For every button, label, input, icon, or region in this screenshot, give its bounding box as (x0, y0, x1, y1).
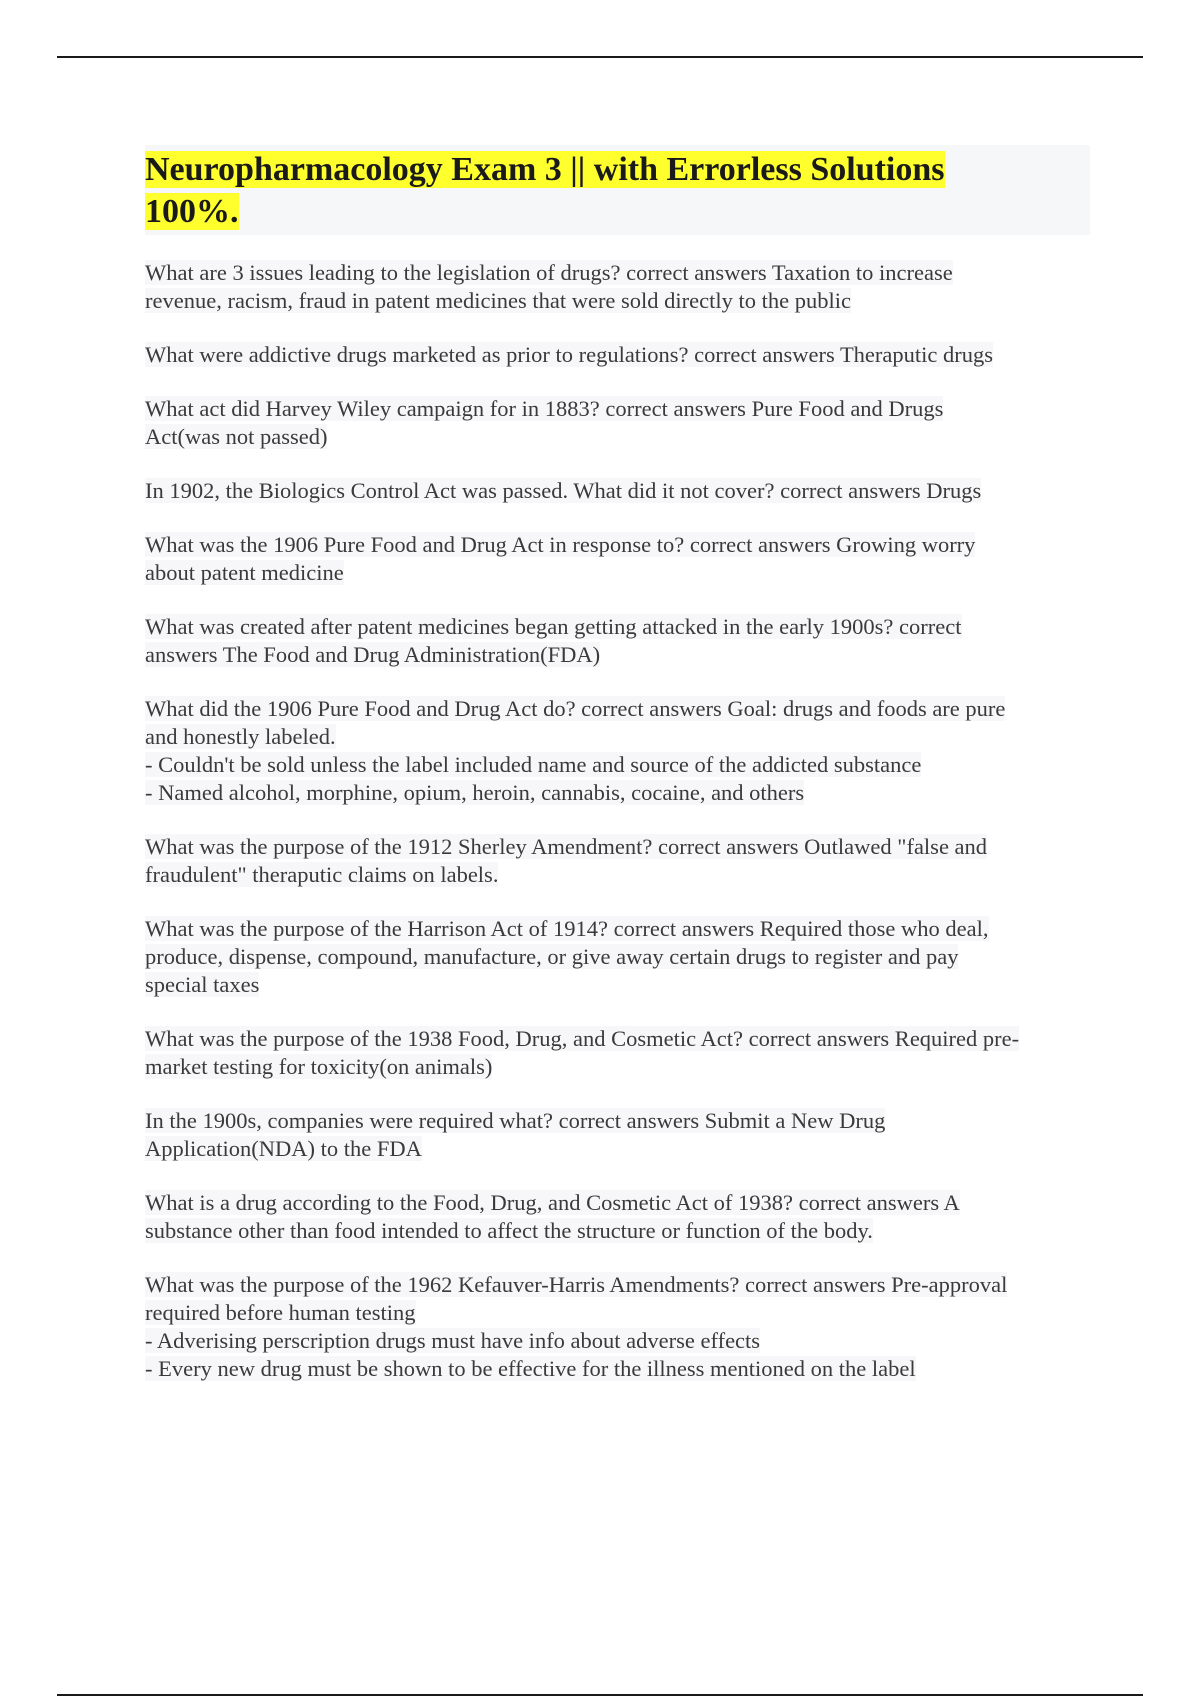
qa-item (145, 1025, 1090, 1081)
qa-text: - Every new drug must be shown to be effective for the illness mentioned on the label (145, 1356, 916, 1381)
qa-text: What is a drug according to the Food, Drug, and Cosmetic Act of 1938? correct answers A (145, 1190, 960, 1215)
qa-text: What was the 1906 Pure Food and Drug Act in response to? correct answers Growing worry (145, 532, 976, 557)
qa-text: revenue, racism, fraud in patent medicines that were sold directly to the public (145, 288, 852, 313)
qa-text: Application(NDA) to the FDA (145, 1136, 422, 1161)
qa-item (145, 1271, 1090, 1383)
qa-text: fraudulent" theraputic claims on labels. (145, 862, 499, 887)
qa-line (145, 751, 1090, 779)
title-block (145, 145, 1090, 235)
qa-line (145, 1355, 1090, 1383)
qa-line (145, 1299, 1090, 1327)
qa-item (145, 259, 1090, 315)
qa-text: market testing for toxicity(on animals) (145, 1054, 493, 1079)
qa-text: special taxes (145, 972, 260, 997)
qa-item (145, 341, 1090, 369)
qa-text: In the 1900s, companies were required what? correct answers Submit a New Drug (145, 1108, 886, 1133)
qa-line (145, 423, 1090, 451)
qa-list (145, 259, 1090, 1383)
qa-item (145, 695, 1090, 807)
document-title-text: Neuropharmacology Exam 3 || with Errorless Solutions 100%. (145, 151, 945, 230)
qa-text: substance other than food intended to affect the structure or function of the body. (145, 1218, 873, 1243)
qa-line (145, 1025, 1090, 1053)
qa-line (145, 259, 1090, 287)
qa-text: What was created after patent medicines began getting attacked in the early 1900s? correct (145, 614, 962, 639)
document-title (145, 149, 1005, 233)
qa-item (145, 1107, 1090, 1163)
qa-line (145, 861, 1090, 889)
qa-line (145, 1135, 1090, 1163)
document-body (145, 145, 1090, 1409)
qa-text: answers The Food and Drug Administration(FDA) (145, 642, 601, 667)
qa-line (145, 971, 1090, 999)
qa-line (145, 723, 1090, 751)
bottom-rule (57, 1694, 1143, 1696)
qa-item (145, 915, 1090, 999)
qa-line (145, 833, 1090, 861)
qa-item (145, 395, 1090, 451)
qa-text: - Adverising perscription drugs must have info about adverse effects (145, 1328, 761, 1353)
qa-line (145, 1217, 1090, 1245)
qa-line (145, 477, 1090, 505)
qa-item (145, 477, 1090, 505)
qa-item (145, 1189, 1090, 1245)
qa-text: What was the purpose of the 1938 Food, Drug, and Cosmetic Act? correct answers Required pre- (145, 1026, 1020, 1051)
qa-item (145, 531, 1090, 587)
qa-line (145, 943, 1090, 971)
qa-item (145, 613, 1090, 669)
qa-line (145, 1189, 1090, 1217)
qa-text: about patent medicine (145, 560, 344, 585)
qa-line (145, 1053, 1090, 1081)
qa-line (145, 915, 1090, 943)
qa-line (145, 1271, 1090, 1299)
qa-text: required before human testing (145, 1300, 416, 1325)
top-rule (57, 56, 1143, 58)
qa-text: What was the purpose of the 1912 Sherley Amendment? correct answers Outlawed "false and (145, 834, 988, 859)
qa-text: Act(was not passed) (145, 424, 328, 449)
qa-line (145, 641, 1090, 669)
qa-line (145, 395, 1090, 423)
qa-text: In 1902, the Biologics Control Act was passed. What did it not cover? correct answers Drugs (145, 478, 982, 503)
qa-text: What act did Harvey Wiley campaign for in 1883? correct answers Pure Food and Drugs (145, 396, 944, 421)
qa-line (145, 1107, 1090, 1135)
qa-line (145, 287, 1090, 315)
qa-text: - Couldn't be sold unless the label included name and source of the addicted substance (145, 752, 922, 777)
qa-text: What was the purpose of the Harrison Act of 1914? correct answers Required those who deal, (145, 916, 989, 941)
qa-line (145, 1327, 1090, 1355)
qa-line (145, 531, 1090, 559)
qa-line (145, 559, 1090, 587)
qa-line (145, 779, 1090, 807)
qa-text: What are 3 issues leading to the legislation of drugs? correct answers Taxation to increase (145, 260, 953, 285)
qa-item (145, 833, 1090, 889)
qa-text: and honestly labeled. (145, 724, 336, 749)
qa-line (145, 341, 1090, 369)
qa-text: - Named alcohol, morphine, opium, heroin, cannabis, cocaine, and others (145, 780, 805, 805)
qa-line (145, 613, 1090, 641)
qa-text: What did the 1906 Pure Food and Drug Act do? correct answers Goal: drugs and foods are pure (145, 696, 1006, 721)
qa-line (145, 695, 1090, 723)
qa-text: produce, dispense, compound, manufacture, or give away certain drugs to register and pay (145, 944, 959, 969)
qa-text: What was the purpose of the 1962 Kefauver-Harris Amendments? correct answers Pre-approval (145, 1272, 1008, 1297)
qa-text: What were addictive drugs marketed as prior to regulations? correct answers Theraputic drugs (145, 342, 994, 367)
